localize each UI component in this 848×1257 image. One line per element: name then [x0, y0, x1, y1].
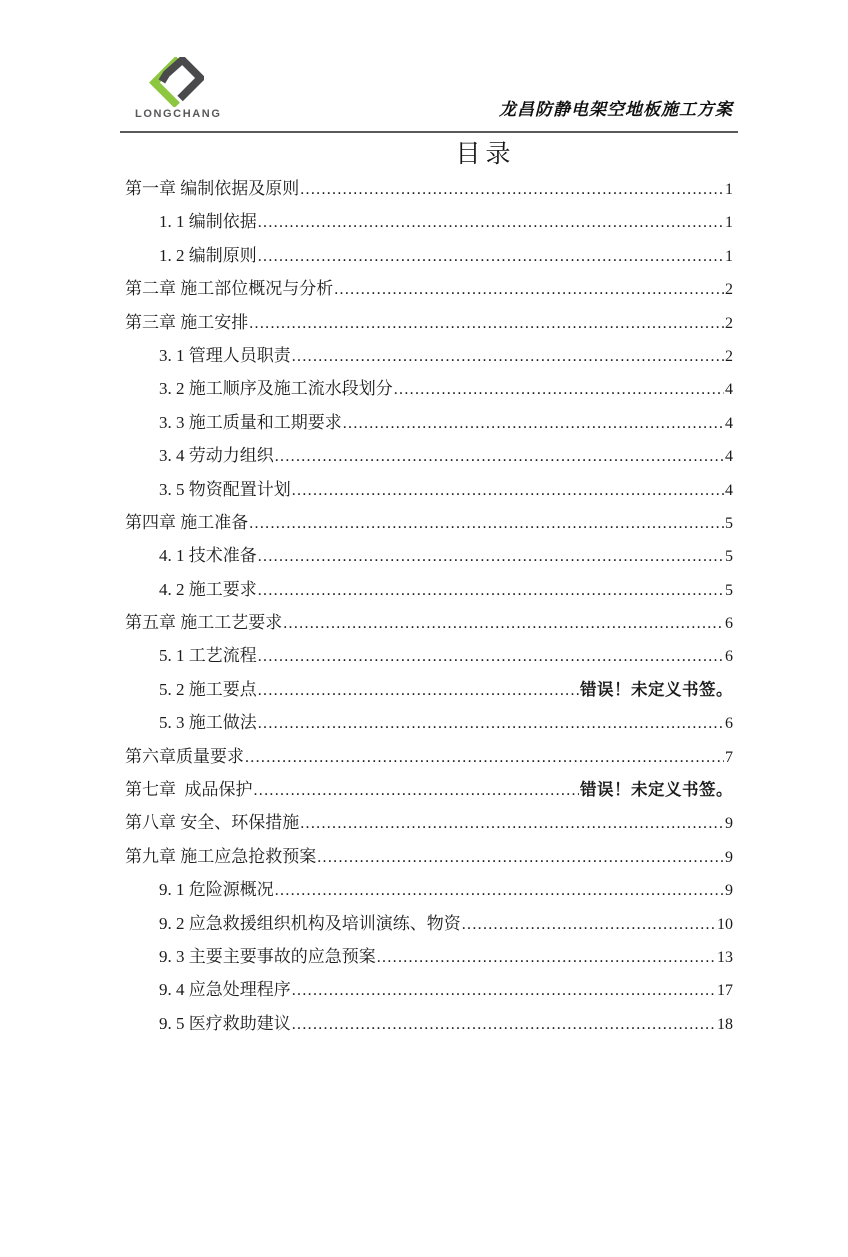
- dot-leader: [245, 741, 724, 774]
- toc-entry-label: 3. 3 施工质量和工期要求: [159, 412, 342, 432]
- toc-entry-label: 9. 2 应急救援组织机构及培训演练、物资: [159, 913, 461, 933]
- toc-entry[interactable]: [125, 673, 733, 706]
- toc-page-number: 5: [725, 548, 733, 566]
- dot-leader: [292, 1008, 716, 1041]
- toc-entry-label: 第七章 成品保护: [125, 780, 253, 800]
- toc-page-number: 9: [725, 848, 733, 866]
- toc-page-number: 2: [725, 347, 733, 365]
- toc-entry-label: 3. 4 劳动力组织: [159, 446, 274, 466]
- dot-leader: [249, 507, 724, 540]
- toc-page-number: 10: [717, 915, 733, 933]
- dot-leader: [343, 407, 724, 440]
- toc-entry-label: 5. 1 工艺流程: [159, 646, 257, 666]
- toc-entry-label: 3. 1 管理人员职责: [159, 345, 291, 365]
- dot-leader: [394, 373, 724, 406]
- toc-page-number: 5: [725, 514, 733, 532]
- toc-entry-label: 第二章 施工部位概况与分析: [125, 279, 334, 299]
- toc-page-number: 5: [725, 581, 733, 599]
- toc-entry[interactable]: [125, 606, 733, 639]
- toc-page-number: 9: [725, 882, 733, 900]
- toc-entry[interactable]: [125, 773, 733, 806]
- toc-page-number: 9: [725, 815, 733, 833]
- toc-entry[interactable]: [125, 973, 733, 1006]
- toc-entry-label: 9. 1 危险源概况: [159, 880, 274, 900]
- toc-page-number: 2: [725, 281, 733, 299]
- toc-entry-label: 4. 2 施工要求: [159, 579, 257, 599]
- toc-page-number: 错误！未定义书签。: [580, 679, 733, 699]
- dot-leader: [292, 474, 724, 507]
- dot-leader: [275, 440, 724, 473]
- toc-entry[interactable]: [125, 639, 733, 672]
- toc-entry-label: 3. 5 物资配置计划: [159, 479, 291, 499]
- toc-entry-label: 5. 3 施工做法: [159, 713, 257, 733]
- toc: [125, 172, 733, 1040]
- toc-entry-label: 3. 2 施工顺序及施工流水段划分: [159, 379, 393, 399]
- toc-entry[interactable]: [125, 272, 733, 305]
- toc-entry-label: 4. 1 技术准备: [159, 546, 257, 566]
- longchang-logo: [135, 57, 222, 121]
- dot-leader: [377, 941, 716, 974]
- dot-leader: [258, 206, 724, 239]
- toc-page-number: 13: [717, 948, 733, 966]
- dot-leader: [249, 307, 724, 340]
- header-doc-title: 龙昌防静电架空地板施工方案: [499, 100, 733, 119]
- toc-entry[interactable]: [125, 406, 733, 439]
- toc-entry-label: 第六章质量要求: [125, 746, 244, 766]
- toc-entry[interactable]: [125, 573, 733, 606]
- toc-entry[interactable]: [125, 372, 733, 405]
- toc-page-number: 18: [717, 1015, 733, 1033]
- dot-leader: [292, 974, 716, 1007]
- toc-entry-label: 第五章 施工工艺要求: [125, 613, 283, 633]
- dot-leader: [300, 807, 724, 840]
- toc-page-number: 2: [725, 314, 733, 332]
- toc-page-number: 7: [725, 748, 733, 766]
- dot-leader: [275, 874, 724, 907]
- toc-page-number: 错误！未定义书签。: [580, 780, 733, 800]
- dot-leader: [292, 340, 724, 373]
- header-rule: [120, 131, 738, 133]
- toc-entry[interactable]: [125, 239, 733, 272]
- toc-entry[interactable]: [125, 806, 733, 839]
- toc-entry[interactable]: [125, 940, 733, 973]
- dot-leader: [300, 173, 724, 206]
- toc-page-number: 4: [725, 481, 733, 499]
- dot-leader: [462, 908, 716, 941]
- toc-page-number: 4: [725, 381, 733, 399]
- toc-entry[interactable]: [125, 205, 733, 238]
- toc-entry[interactable]: [125, 907, 733, 940]
- toc-page-number: 1: [725, 214, 733, 232]
- toc-page-number: 6: [725, 648, 733, 666]
- longchang-logo-icon: [147, 57, 204, 107]
- logo-wordmark: LONGCHANG: [135, 108, 222, 120]
- toc-entry[interactable]: [125, 840, 733, 873]
- dot-leader: [283, 607, 724, 640]
- toc-entry-label: 9. 4 应急处理程序: [159, 980, 291, 1000]
- toc-entry[interactable]: [125, 873, 733, 906]
- toc-entry[interactable]: [125, 172, 733, 205]
- dot-leader: [258, 707, 724, 740]
- dot-leader: [258, 240, 724, 273]
- page-header: [125, 57, 733, 121]
- dot-leader: [258, 674, 579, 707]
- toc-page-number: 1: [725, 247, 733, 265]
- toc-entry-label: 第九章 施工应急抢救预案: [125, 846, 317, 866]
- toc-entry-label: 5. 2 施工要点: [159, 679, 257, 699]
- toc-page-title: 目录: [455, 141, 516, 168]
- dot-leader: [258, 540, 724, 573]
- toc-page-number: 4: [725, 448, 733, 466]
- toc-entry[interactable]: [125, 740, 733, 773]
- dot-leader: [258, 574, 724, 607]
- toc-entry[interactable]: [125, 1007, 733, 1040]
- toc-entry[interactable]: [125, 506, 733, 539]
- toc-page-number: 17: [717, 982, 733, 1000]
- toc-entry-label: 第一章 编制依据及原则: [125, 179, 300, 198]
- toc-entry[interactable]: [125, 539, 733, 572]
- toc-entry-label: 1. 2 编制原则: [159, 245, 257, 265]
- toc-entry-label: 第四章 施工准备: [125, 512, 249, 532]
- dot-leader: [317, 841, 724, 874]
- toc-entry-label: 9. 5 医疗救助建议: [159, 1013, 291, 1033]
- dot-leader: [258, 640, 724, 673]
- toc-entry-label: 1. 1 编制依据: [159, 212, 257, 232]
- dot-leader: [254, 774, 580, 807]
- toc-page-number: 6: [725, 715, 733, 733]
- toc-entry-label: 第三章 施工安排: [125, 312, 249, 332]
- document-page: [0, 57, 848, 1257]
- toc-page-number: 4: [725, 414, 733, 432]
- toc-entry[interactable]: [125, 306, 733, 339]
- toc-entry-label: 第八章 安全、环保措施: [125, 813, 300, 833]
- toc-entry[interactable]: [125, 339, 733, 372]
- dot-leader: [334, 273, 724, 306]
- toc-entry-label: 9. 3 主要主要事故的应急预案: [159, 946, 376, 966]
- toc-entry[interactable]: [125, 706, 733, 739]
- toc-entry[interactable]: [125, 439, 733, 472]
- toc-page-number: 1: [725, 181, 733, 198]
- toc-page-number: 6: [725, 615, 733, 633]
- toc-entry[interactable]: [125, 473, 733, 506]
